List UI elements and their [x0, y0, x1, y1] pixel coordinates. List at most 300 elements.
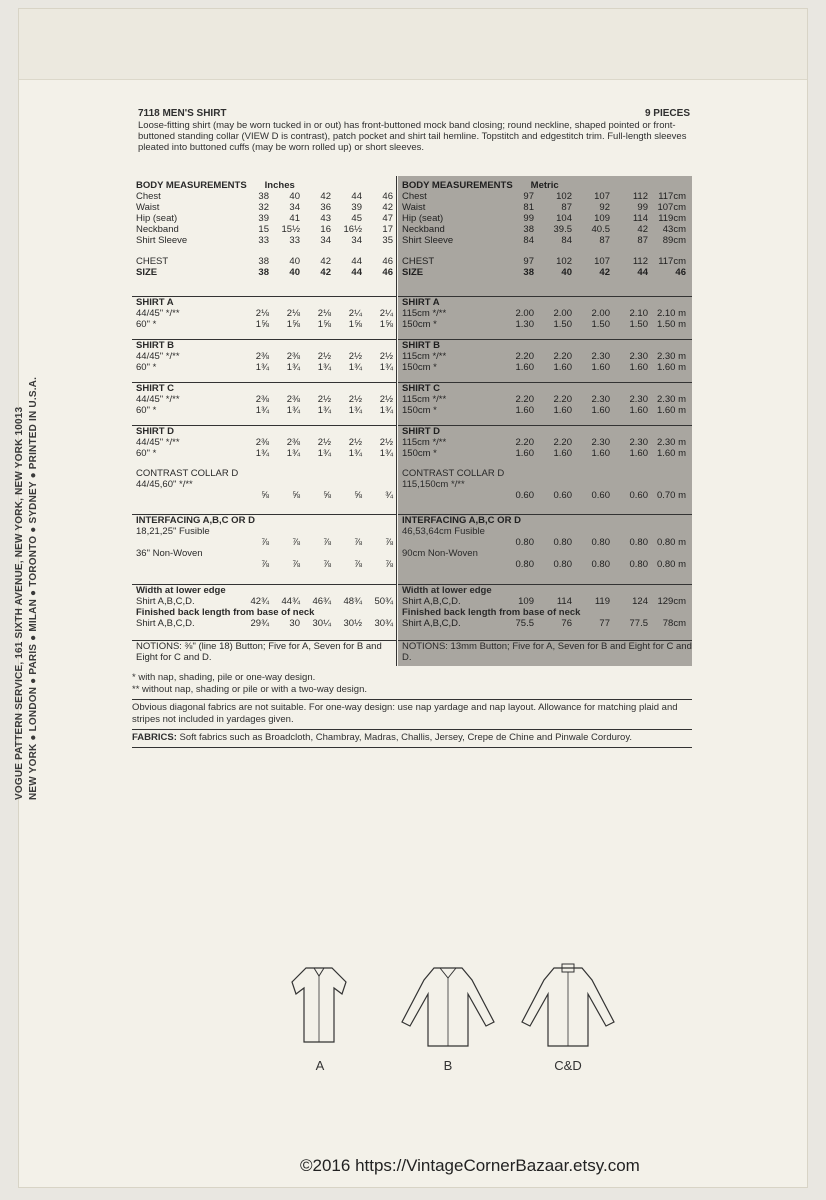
size-value: 1.60	[515, 362, 534, 373]
size-value: 33	[289, 235, 300, 246]
size-value: 2¼	[348, 308, 362, 319]
publisher-address: VOGUE PATTERN SERVICE, 161 SIXTH AVENUE, NEW YORK, NEW YORK 10013	[14, 406, 25, 800]
spacer	[398, 246, 692, 256]
row-label: Hip (seat)	[136, 213, 178, 224]
size-value: 2.30 m	[656, 394, 686, 405]
table-block	[398, 425, 692, 469]
sketch-label-b: B	[443, 1058, 453, 1073]
size-value: 0.60	[553, 490, 572, 501]
size-value: 0.80	[515, 537, 534, 548]
measure-row	[132, 319, 396, 330]
table-block	[398, 180, 692, 294]
measure-row	[398, 394, 692, 405]
row-label: 60" *	[136, 448, 157, 459]
row-label: Shirt Sleeve	[402, 235, 454, 246]
collar-label: 115,150cm */**	[402, 479, 465, 490]
table-block	[132, 339, 396, 383]
size-value: 44	[351, 191, 362, 202]
table-block	[132, 296, 396, 340]
back-length-title: Finished back length from base of neck	[136, 607, 315, 618]
pieces-count: 9 PIECES	[644, 108, 690, 119]
size-value: 1.60 m	[656, 448, 686, 459]
row-label	[398, 559, 496, 570]
size-value: ⅞	[354, 559, 362, 570]
row-label: Chest	[136, 191, 161, 202]
notes-section	[132, 672, 692, 748]
size-value: 40	[289, 191, 300, 202]
metric-table	[398, 176, 692, 666]
measure-row	[398, 202, 692, 213]
copyright-watermark: ©2016 https://VintageCornerBazaar.etsy.com	[300, 1156, 640, 1175]
size-value: 1.60	[629, 362, 648, 373]
measure-row	[398, 213, 692, 224]
row-label: Waist	[136, 202, 160, 213]
size-value: ⅞	[292, 537, 300, 548]
size-value: 77.5	[629, 618, 648, 629]
table-block	[132, 180, 396, 294]
measure-row	[132, 256, 396, 267]
table-block	[398, 339, 692, 383]
row-label: 115cm */**	[402, 308, 447, 319]
publisher-sidebar	[10, 320, 54, 800]
measure-row	[398, 319, 692, 330]
size-value: 0.60	[591, 490, 610, 501]
size-value: 2.20	[515, 437, 534, 448]
measure-row	[398, 437, 692, 448]
size-value: 1.50 m	[656, 319, 686, 330]
measure-row	[398, 405, 692, 416]
measure-row	[132, 235, 396, 246]
size-value: 2.00	[591, 308, 610, 319]
size-value: 38	[258, 191, 269, 202]
size-value: 2⅜	[286, 437, 300, 448]
row-label: 150cm *	[402, 362, 437, 373]
size-value: 2½	[379, 351, 393, 362]
size-value: 1.60	[591, 448, 610, 459]
table-block	[132, 468, 396, 513]
size-value: ⅞	[261, 537, 269, 548]
shirt-view-title: SHIRT C	[402, 383, 440, 394]
table-block	[398, 382, 692, 426]
size-value: 2.00	[515, 308, 534, 319]
body-measurements-title	[398, 180, 692, 191]
size-value: 2½	[317, 351, 331, 362]
size-value: 1.60 m	[656, 362, 686, 373]
row-label: 44/45" */**	[136, 394, 180, 405]
size-value: 2.10 m	[656, 308, 686, 319]
row-label: 115cm */**	[402, 394, 447, 405]
size-value: 117cm	[658, 256, 686, 267]
width-title: Width at lower edge	[136, 585, 226, 596]
size-value: 2½	[348, 437, 362, 448]
size-value: 47	[382, 213, 393, 224]
row-label: Neckband	[136, 224, 179, 235]
row-label	[398, 490, 496, 501]
measure-row	[132, 362, 396, 373]
note-no-nap: ** without nap, shading or pile or with a two-way design.	[132, 684, 367, 695]
size-value: 39	[258, 213, 269, 224]
row-label: Shirt A,B,C,D.	[402, 618, 461, 629]
row-label: Waist	[402, 202, 426, 213]
size-value: 1.60	[591, 362, 610, 373]
size-value: 40.5	[591, 224, 610, 235]
note-nap: * with nap, shading, pile or one-way design.	[132, 672, 316, 683]
collar-label: 44/45,60" */**	[136, 479, 193, 490]
size-value: 41	[289, 213, 300, 224]
measure-row	[132, 308, 396, 319]
row-label: Neckband	[402, 224, 445, 235]
size-value: 1¾	[317, 362, 331, 373]
size-value: ⅞	[354, 537, 362, 548]
size-value: 2½	[379, 394, 393, 405]
size-value: 2⅜	[286, 394, 300, 405]
size-value: 1.60	[629, 405, 648, 416]
size-value: 89cm	[662, 235, 686, 246]
shirt-a-sketch	[284, 960, 354, 1050]
size-value: 43	[320, 213, 331, 224]
size-value: 107	[594, 256, 610, 267]
notions-text: NOTIONS: ⅜" (line 18) Button; Five for A, Seven for B and Eight for C and D.	[136, 641, 382, 663]
sketch-label-cd: C&D	[554, 1058, 582, 1073]
size-value: 1.60	[515, 405, 534, 416]
size-value: 0.80	[591, 537, 610, 548]
shirt-view-title: SHIRT A	[402, 297, 440, 308]
size-value: 42	[382, 202, 393, 213]
size-value: 2.30 m	[656, 437, 686, 448]
size-value: 40	[289, 256, 300, 267]
size-value: 112	[632, 191, 648, 202]
size-value: 35	[382, 235, 393, 246]
width-title: Width at lower edge	[402, 585, 492, 596]
size-value: 1¾	[255, 405, 269, 416]
size-value: 102	[556, 256, 572, 267]
row-label: Shirt Sleeve	[136, 235, 188, 246]
size-value: 30¾	[374, 618, 393, 629]
table-block	[132, 425, 396, 469]
table-block	[398, 640, 692, 667]
measure-row	[398, 235, 692, 246]
size-value: 0.80	[553, 559, 572, 570]
measure-row	[398, 537, 692, 548]
size-value: 33	[258, 235, 269, 246]
size-value: 1¾	[379, 448, 393, 459]
size-value: ⅝	[261, 490, 269, 501]
size-value: 15½	[281, 224, 300, 235]
size-value: 1⅝	[255, 319, 269, 330]
measure-row	[132, 559, 396, 570]
interfacing-fusible-label: 46,53,64cm Fusible	[402, 526, 485, 537]
size-value: 0.80	[515, 559, 534, 570]
size-value: 1⅝	[379, 319, 393, 330]
size-value: 2⅜	[286, 351, 300, 362]
fabrics-label: FABRICS:	[132, 732, 177, 743]
size-value: ⅝	[323, 490, 331, 501]
size-value: ⅞	[292, 559, 300, 570]
pattern-description: Loose-fitting shirt (may be worn tucked in or out) has front-buttoned mock band closing; round neckline, shaped pointed or front-buttoned standing collar (VIEW D is contrast), patch pocket and shirt tail hemline. Topstitch and edgestitch trim. Full-length sleeves pleated into buttoned cuffs (may be worn rolled up) or short sleeves.	[138, 120, 687, 153]
shirt-view-title: SHIRT B	[402, 340, 440, 351]
size-value: 2.30	[591, 394, 610, 405]
size-value: 44	[637, 267, 648, 278]
size-value: 0.80 m	[656, 537, 686, 548]
size-value: 2.00	[553, 308, 572, 319]
publisher-cities: NEW YORK ● LONDON ● PARIS ● MILAN ● TORONTO ● SYDNEY ● PRINTED IN U.S.A.	[28, 376, 39, 800]
size-value: 97	[523, 191, 534, 202]
size-value: 102	[556, 191, 572, 202]
measure-row	[398, 224, 692, 235]
row-label: 60" *	[136, 319, 157, 330]
measure-row	[398, 256, 692, 267]
spacer	[132, 246, 396, 256]
measure-row	[398, 490, 692, 501]
size-value: 2.20	[553, 394, 572, 405]
measure-row	[132, 537, 396, 548]
size-value: 97	[523, 256, 534, 267]
size-value: 39	[351, 202, 362, 213]
size-value: 2.20	[515, 351, 534, 362]
size-value: 2.30	[629, 437, 648, 448]
table-block	[398, 584, 692, 641]
size-value: 1.60	[515, 448, 534, 459]
row-label: 44/45" */**	[136, 437, 180, 448]
shirt-view-title: SHIRT C	[136, 383, 174, 394]
size-value: 46¾	[312, 596, 331, 607]
measure-row	[132, 224, 396, 235]
shirt-view-title: SHIRT D	[136, 426, 174, 437]
size-value: 75.5	[515, 618, 534, 629]
shirt-view-title: SHIRT D	[402, 426, 440, 437]
measure-row	[132, 267, 396, 278]
size-value: 117cm	[658, 191, 686, 202]
size-value: 2½	[379, 437, 393, 448]
size-value: 43cm	[662, 224, 686, 235]
measure-row	[398, 308, 692, 319]
size-value: 0.60	[629, 490, 648, 501]
interfacing-nonwoven-label: 36" Non-Woven	[136, 548, 203, 559]
measure-row	[398, 351, 692, 362]
table-block	[398, 468, 692, 513]
size-value: 44¾	[281, 596, 300, 607]
row-label: CHEST	[136, 256, 169, 267]
row-label: 60" *	[136, 362, 157, 373]
envelope-flap	[19, 9, 807, 80]
size-value: 2½	[348, 394, 362, 405]
row-label: 150cm *	[402, 319, 437, 330]
size-value: 107	[594, 191, 610, 202]
size-value: 109	[594, 213, 610, 224]
measure-row	[132, 405, 396, 416]
size-value: 2.10	[629, 308, 648, 319]
size-value: 2½	[317, 437, 331, 448]
row-label: Chest	[402, 191, 427, 202]
size-value: 119	[594, 596, 610, 607]
measure-row	[132, 213, 396, 224]
collar-title: CONTRAST COLLAR D	[402, 468, 505, 479]
size-value: 1⅝	[317, 319, 331, 330]
size-value: 1.50	[553, 319, 572, 330]
size-value: 38	[258, 256, 269, 267]
table-block	[132, 382, 396, 426]
measure-row	[132, 448, 396, 459]
size-value: 2⅜	[255, 394, 269, 405]
measure-row	[398, 618, 692, 629]
size-value: ⅞	[323, 537, 331, 548]
row-label: Hip (seat)	[402, 213, 444, 224]
row-label: 150cm *	[402, 405, 437, 416]
row-label	[132, 490, 238, 501]
measure-row	[132, 202, 396, 213]
size-value: 45	[351, 213, 362, 224]
row-label: 60" *	[136, 405, 157, 416]
size-value: 0.80	[553, 537, 572, 548]
row-label: 115cm */**	[402, 351, 447, 362]
notions-text: NOTIONS: 13mm Button; Five for A, Seven for B and Eight for C and D.	[402, 641, 692, 663]
size-value: 1.30	[515, 319, 534, 330]
yardage-tables	[132, 176, 692, 666]
row-label	[132, 559, 238, 570]
unit-label: Inches	[264, 180, 295, 191]
size-value: 46	[675, 267, 686, 278]
row-label	[398, 537, 496, 548]
size-value: 1¾	[348, 362, 362, 373]
shirt-b-sketch	[398, 960, 498, 1056]
size-value: 87	[561, 202, 572, 213]
size-value: 30	[289, 618, 300, 629]
size-value: 119cm	[658, 213, 686, 224]
size-value: 109	[518, 596, 534, 607]
size-value: 99	[523, 213, 534, 224]
size-value: ⅝	[292, 490, 300, 501]
shirt-view-title: SHIRT A	[136, 297, 174, 308]
size-value: 1¾	[317, 405, 331, 416]
row-label: CHEST	[402, 256, 435, 267]
size-value: 2½	[348, 351, 362, 362]
size-value: 2.30	[629, 394, 648, 405]
size-value: 1.60	[553, 405, 572, 416]
size-value: 0.80	[629, 559, 648, 570]
size-value: 1.60	[629, 448, 648, 459]
size-value: 1.50	[591, 319, 610, 330]
size-value: 2.30	[629, 351, 648, 362]
size-value: 0.80	[591, 559, 610, 570]
row-label: 44/45" */**	[136, 308, 180, 319]
row-label: Shirt A,B,C,D.	[402, 596, 461, 607]
table-block	[398, 514, 692, 583]
size-value: 34	[351, 235, 362, 246]
size-value: 42	[637, 224, 648, 235]
size-value: 1.60	[591, 405, 610, 416]
size-value: 78cm	[662, 618, 686, 629]
table-block	[398, 296, 692, 340]
size-value: 36	[320, 202, 331, 213]
size-value: 48¾	[343, 596, 362, 607]
unit-label: Metric	[530, 180, 559, 191]
size-value: ⅞	[385, 559, 393, 570]
size-value: ⅞	[261, 559, 269, 570]
size-value: 2¼	[379, 308, 393, 319]
table-block	[132, 584, 396, 641]
size-value: 30½	[343, 618, 362, 629]
size-value: ⅝	[354, 490, 362, 501]
size-value: 1¾	[379, 405, 393, 416]
size-value: 38	[523, 267, 534, 278]
row-label: 115cm */**	[402, 437, 447, 448]
size-value: 84	[561, 235, 572, 246]
note-diagonal: Obvious diagonal fabrics are not suitable. For one-way design: use nap yardage and nap layout. Allowance for matching plaid and stripes not included in yardages given.	[132, 699, 692, 726]
size-value: 46	[382, 191, 393, 202]
measure-row	[132, 351, 396, 362]
size-value: ⅞	[385, 537, 393, 548]
measure-row	[398, 362, 692, 373]
body-title-text: BODY MEASUREMENTS	[136, 180, 247, 191]
measure-row	[132, 618, 396, 629]
size-value: 2⅛	[286, 308, 300, 319]
size-value: 29¾	[250, 618, 269, 629]
measure-row	[398, 191, 692, 202]
size-value: 16½	[343, 224, 362, 235]
size-value: 2⅜	[255, 437, 269, 448]
size-value: 34	[320, 235, 331, 246]
size-value: 1.60	[553, 362, 572, 373]
size-value: 42	[320, 256, 331, 267]
view-sketches	[270, 960, 630, 1080]
shirt-cd-sketch	[518, 960, 618, 1056]
size-value: 112	[632, 256, 648, 267]
size-value: 2.20	[553, 437, 572, 448]
size-value: 114	[632, 213, 648, 224]
size-value: 81	[523, 202, 534, 213]
size-value: 0.80 m	[656, 559, 686, 570]
size-value: 1.60	[553, 448, 572, 459]
size-value: 1¾	[348, 448, 362, 459]
size-value: 107cm	[657, 202, 686, 213]
measure-row	[398, 448, 692, 459]
size-value: 2⅜	[255, 351, 269, 362]
interfacing-nonwoven-label: 90cm Non-Woven	[402, 548, 478, 559]
size-value: 92	[599, 202, 610, 213]
size-value: 0.80	[629, 537, 648, 548]
size-value: 2.30 m	[656, 351, 686, 362]
shirt-view-title: SHIRT B	[136, 340, 174, 351]
size-value: 1.60 m	[656, 405, 686, 416]
size-value: 2.30	[591, 351, 610, 362]
size-value: 42	[320, 267, 331, 278]
size-value: 2⅛	[317, 308, 331, 319]
size-value: 16	[320, 224, 331, 235]
size-value: 1¾	[286, 405, 300, 416]
size-value: 0.60	[515, 490, 534, 501]
size-value: 32	[258, 202, 269, 213]
size-value: 114	[556, 596, 572, 607]
fabrics-note	[132, 729, 692, 748]
size-value: 2½	[317, 394, 331, 405]
row-label: SIZE	[136, 267, 158, 278]
measure-row	[398, 267, 692, 278]
size-value: 99	[637, 202, 648, 213]
size-value: 39.5	[553, 224, 572, 235]
size-value: 46	[382, 267, 393, 278]
size-value: 1¾	[255, 448, 269, 459]
back-length-title: Finished back length from base of neck	[402, 607, 581, 618]
measure-row	[132, 437, 396, 448]
size-value: 46	[382, 256, 393, 267]
measure-row	[132, 394, 396, 405]
pattern-header	[138, 108, 690, 153]
row-label: 44/45" */**	[136, 351, 180, 362]
size-value: 1.50	[629, 319, 648, 330]
size-value: 44	[351, 256, 362, 267]
pattern-title: 7118 MEN'S SHIRT	[138, 108, 227, 119]
row-label: Shirt A,B,C,D.	[136, 618, 195, 629]
